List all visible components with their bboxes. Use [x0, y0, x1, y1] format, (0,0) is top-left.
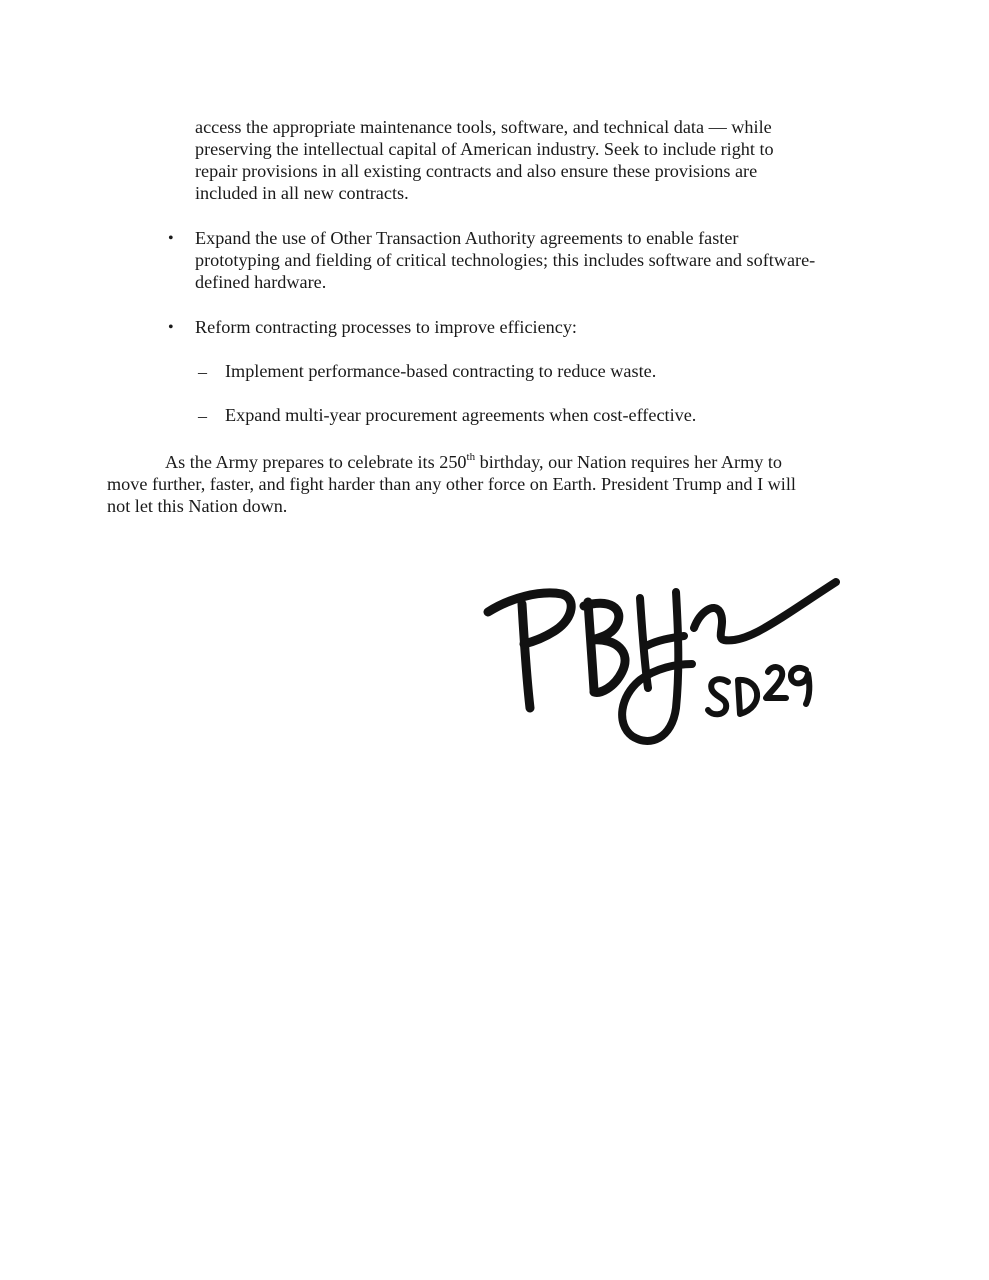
dash-marker: – [198, 406, 207, 426]
bullet-marker: • [168, 319, 174, 336]
bullet-1-line-2: prototyping and fielding of critical technologies; this includes software and software- [195, 250, 816, 270]
sub-item-text: Implement performance-based contracting to reduce waste. [225, 361, 657, 381]
closing-line-3: not let this Nation down. [107, 496, 288, 516]
sub-item-text: Expand multi-year procurement agreements when cost-effective. [225, 405, 697, 425]
ordinal-suffix: th [466, 450, 476, 463]
closing-line-2: move further, faster, and fight harder than any other force on Earth. President Trump and I will [107, 474, 796, 494]
bullet-marker: • [168, 230, 174, 247]
continuation-line-2: preserving the intellectual capital of American industry. Seek to include right to [195, 139, 774, 159]
continuation-line-3: repair provisions in all existing contracts and also ensure these provisions are [195, 161, 758, 181]
continuation-line-1: access the appropriate maintenance tools, software, and technical data — while [195, 117, 772, 137]
continuation-line-4: included in all new contracts. [195, 183, 409, 203]
closing-line-1-start: As the Army prepares to celebrate its 250 [165, 452, 467, 472]
bullet-1-line-1: Expand the use of Other Transaction Authority agreements to enable faster [195, 228, 739, 248]
handwritten-signature [480, 568, 850, 753]
closing-line-1 [165, 451, 782, 474]
dash-marker: – [198, 362, 207, 382]
bullet-2-line-1: Reform contracting processes to improve efficiency: [195, 317, 577, 337]
bullet-1-line-3: defined hardware. [195, 272, 327, 292]
closing-line-1-end: birthday, our Nation requires her Army to [475, 452, 782, 472]
